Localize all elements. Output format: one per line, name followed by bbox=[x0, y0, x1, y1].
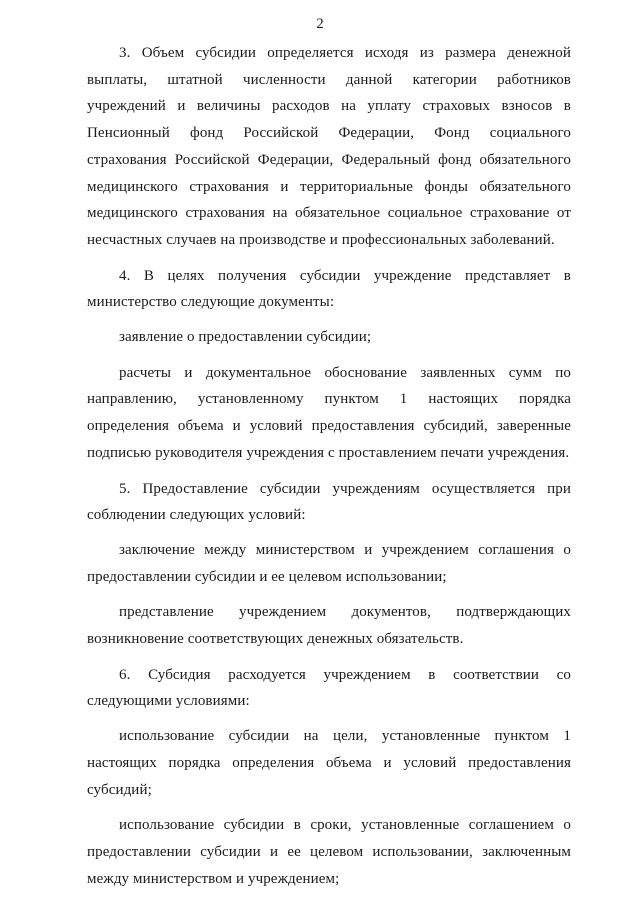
paragraph-usage-purpose: использование субсидии на цели, установленные пунктом 1 настоящих порядка определения объема и условий предоставления субсидий; bbox=[87, 728, 571, 798]
paragraph-conditions-intro: 5. Предоставление субсидии учреждениям осуществляется при соблюдении следующих условий: bbox=[87, 480, 571, 524]
paragraph-documents-confirmation: представление учреждением документов, подтверждающих возникновение соответствующих денежных обязательств. bbox=[87, 604, 571, 648]
paragraph-documents-intro: 4. В целях получения субсидии учреждение представляет в министерство следующие документы: bbox=[87, 267, 571, 311]
paragraph-usage-intro: 6. Субсидия расходуется учреждением в соответствии со следующими условиями: bbox=[87, 666, 571, 710]
paragraph-application: заявление о предоставлении субсидии; bbox=[119, 329, 372, 346]
document-body bbox=[87, 40, 571, 901]
paragraph-usage-terms: использование субсидии в сроки, установленные соглашением о предоставлении субсидии и ее целевом использовании, заключенным между министерством и учреждением; bbox=[87, 817, 571, 887]
page-number: 2 bbox=[316, 16, 324, 32]
paragraph-subsidy-volume: 3. Объем субсидии определяется исходя из размера денежной выплаты, штатной численности данной категории работников учреждений и величины расходов на уплату страховых взносов в Пенсионный фонд Российской Федерации, Фонд социального страхования Российской Федерации, Федеральный фонд обязательного медицинского страхования и территориальные фонды обязательного медицинского страхования на обязательное социальное страхование от несчастных случаев на производстве и профессиональных заболеваний. bbox=[87, 45, 571, 248]
paragraph-agreement: заключение между министерством и учреждением соглашения о предоставлении субсидии и ее целевом использовании; bbox=[87, 541, 571, 585]
paragraph-calculations: расчеты и документальное обоснование заявленных сумм по направлению, установленному пунктом 1 настоящих порядка определения объема и условий предоставления субсидий, заверенные подписью руководителя учреждения с проставлением печати учреждения. bbox=[87, 364, 571, 461]
